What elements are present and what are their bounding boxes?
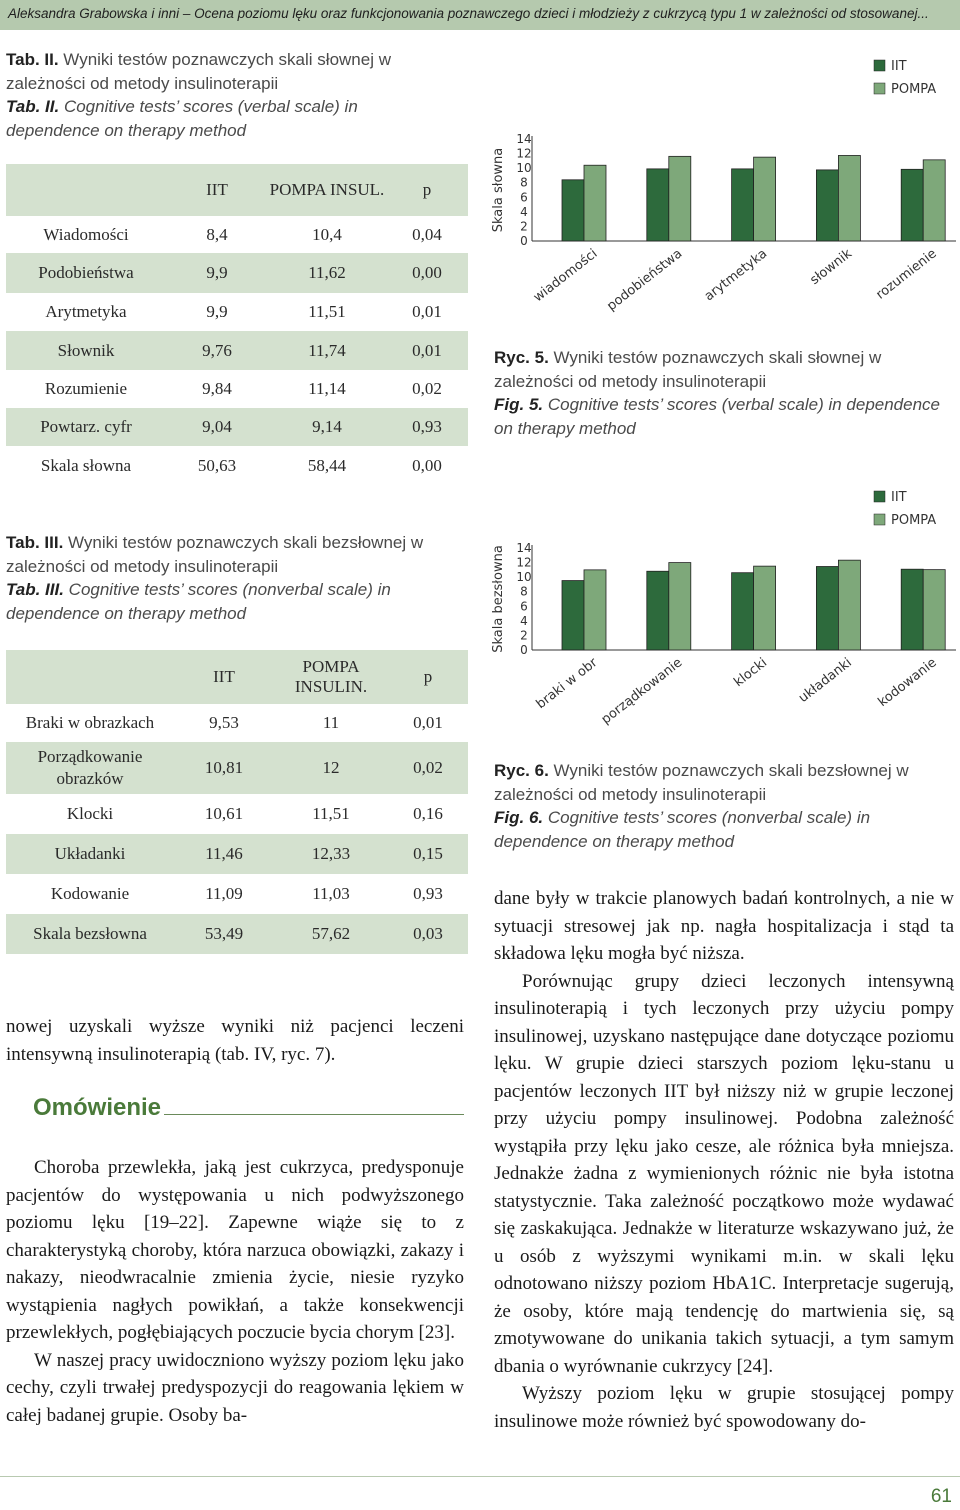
row-label: Braki w obrazkach	[6, 704, 174, 742]
table2-caption-pl-label: Tab. II.	[6, 50, 59, 69]
row-label: Słownik	[6, 331, 166, 370]
bar-pompa	[923, 570, 945, 650]
running-header	[0, 0, 960, 30]
table3-caption-en	[6, 578, 446, 625]
bar-pompa	[669, 563, 691, 650]
section-title: Omówienie	[33, 1094, 162, 1121]
table-row	[6, 253, 468, 293]
bar-pompa	[838, 560, 860, 650]
header-pompa: POMPA INSUL.	[268, 164, 386, 216]
x-tick-label: kodowanie	[875, 655, 940, 711]
legend-swatch-pompa	[874, 514, 885, 525]
figure5-caption-pl-text: Wyniki testów poznawczych skali słownej w zależności od metody insulinoterapii	[494, 348, 882, 391]
bar-iit	[732, 169, 754, 241]
table2-caption-pl-text: Wyniki testów poznawczych skali słownej w zależności od metody insulinoterapii	[6, 50, 391, 93]
cell-iit: 53,49	[174, 914, 274, 954]
footer-rule	[0, 1476, 960, 1477]
table-nonverbal-scale	[6, 650, 468, 954]
cell-p: 0,04	[386, 216, 468, 253]
y-tick-label: 14	[516, 132, 532, 146]
y-tick-label: 4	[520, 204, 528, 219]
figure6-caption-pl-label: Ryc. 6.	[494, 761, 549, 780]
figure5-caption-en-text: Cognitive tests’ scores (verbal scale) in dependence on therapy method	[494, 395, 941, 438]
paragraph: W naszej pracy uwidoczniono wyższy poziom lęku jako cechy, czyli trwałej predyspozycji do reagowania lękiem w całej badanej grupie. Osoby ba-	[6, 1349, 464, 1426]
cell-pompa: 11,14	[268, 370, 386, 408]
figure6-caption-pl-text: Wyniki testów poznawczych skali bezsłownej w zależności od metody insulinoterapii	[494, 761, 909, 804]
row-label: Podobieństwa	[6, 253, 166, 293]
y-tick-label: 6	[520, 190, 528, 205]
table2-caption-en-text: Cognitive tests’ scores (verbal scale) in dependence on therapy method	[6, 97, 358, 140]
cell-pompa: 12	[274, 742, 388, 794]
x-tick-label: rozumienie	[873, 246, 940, 303]
row-label: Wiadomości	[6, 216, 166, 253]
legend-swatch-iit	[874, 60, 885, 71]
cell-p: 0,01	[388, 704, 468, 742]
x-tick-label: wiadomości	[530, 246, 601, 306]
cell-p: 0,93	[386, 408, 468, 446]
cell-iit: 9,04	[166, 408, 268, 446]
cell-p: 0,02	[386, 370, 468, 408]
cell-pompa: 11,51	[268, 293, 386, 331]
page-number: 61	[930, 1486, 952, 1507]
table-row	[6, 874, 468, 914]
header-empty-cell	[6, 650, 174, 704]
bar-pompa	[923, 160, 945, 241]
figure6-caption-pl	[494, 759, 956, 806]
table3-caption	[6, 531, 446, 625]
x-tick-label: podobieństwa	[604, 246, 686, 315]
figure6-caption-en-label: Fig. 6.	[494, 808, 544, 827]
y-tick-label: 10	[516, 570, 532, 585]
x-tick-label: braki w obr	[533, 655, 601, 713]
y-tick-label: 14	[516, 541, 532, 555]
row-label: Rozumienie	[6, 370, 166, 408]
cell-pompa: 11,03	[274, 874, 388, 914]
cell-iit: 11,09	[174, 874, 274, 914]
y-tick-label: 2	[520, 219, 528, 234]
y-tick-label: 12	[516, 555, 532, 570]
section-title-rule	[164, 1114, 464, 1115]
x-tick-label: klocki	[731, 655, 771, 691]
table-row	[6, 293, 468, 331]
bar-pompa	[669, 156, 691, 241]
legend-label-iit: IIT	[891, 59, 907, 74]
bar-iit	[901, 569, 923, 650]
cell-p: 0,93	[388, 874, 468, 914]
table-row	[6, 742, 468, 794]
table-row	[6, 370, 468, 408]
figure5-caption-pl	[494, 346, 956, 393]
cell-p: 0,00	[386, 446, 468, 486]
x-tick-label: arytmetyka	[701, 246, 771, 305]
figure5-caption	[494, 346, 956, 440]
chart-verbal-scale	[486, 50, 960, 328]
bar-iit	[816, 170, 838, 241]
cell-iit: 8,4	[166, 216, 268, 253]
legend-label-pompa: POMPA	[891, 513, 937, 528]
cell-pompa: 10,4	[268, 216, 386, 253]
chart-nonverbal-scale	[486, 478, 960, 740]
paragraph: Choroba przewlekła, jaką jest cukrzyca, predysponuje pacjentów do występowania u nich podwyższonego poziomu lęku [19–22]. Zapewne wiąże się to z charakterystyką choroby, która narzuca obowiązki, zakazy i nakazy, nieodwracalnie zmienia życie, niesie ryzyko wystąpienia nagłych powikłań, a także konsekwencji przewlekłych, pogłębiających poczucie bycia chorym [23].	[6, 1157, 464, 1343]
paragraph: Wyższy poziom lęku w grupie stosującej pompy insulinowe może również być spowodowany do-	[494, 1383, 954, 1432]
y-tick-label: 8	[520, 584, 528, 599]
cell-p: 0,03	[388, 914, 468, 954]
bar-pompa	[584, 570, 606, 650]
cell-iit: 10,81	[174, 742, 274, 794]
cell-pompa: 12,33	[274, 834, 388, 874]
paragraph: Porównując grupy dzieci leczonych intensywną insulinoterapią i tych leczonych przy użyciu pompy insulinowej, uzyskano następujące dane dotyczące poziomu lęku. W grupie dzieci starszych poziom lęku-stanu u pacjentów leczonych IIT był niższy niż w grupie leczonej przy użyciu pompy insulinowej. Podobna zależność wystąpiła przy lęku jako cesze, ale różnica była mniejsza. Jednakże żadna z wymienionych różnic nie była istotna statystycznie. Taka zależność początkowo może wydawać się zaskakująca. Jednakże w literaturze wskazywano już, że u osób z wyższymi wynikami m.in. w skali lęku odnotowano niższy poziom HbA1C. Interpretacje sugerują, że osoby, które mają tendencję do martwienia się, są zmotywowane do unikania takich sytuacji, a tym samym dbania o wyrównanie cukrzycy [24].	[494, 970, 954, 1377]
table-row	[6, 794, 468, 834]
row-label: Powtarz. cyfr	[6, 408, 166, 446]
row-label: Klocki	[6, 794, 174, 834]
paragraph: dane były w trakcie planowych badań kontrolnych, a nie w sytuacji stresowej jak np. nagła hospitalizacja i stąd ta składowa lęku mogła być niższa.	[494, 888, 954, 964]
y-tick-label: 8	[520, 175, 528, 190]
cell-pompa: 11,74	[268, 331, 386, 370]
figure5-caption-en	[494, 393, 956, 440]
figure5-caption-en-label: Fig. 5.	[494, 395, 544, 414]
header-empty-cell	[6, 164, 166, 216]
running-title: Aleksandra Grabowska i inni – Ocena poziomu lęku oraz funkcjonowania poznawczego dzieci i młodzieży z cukrzycą typu 1 w zależności od stosowanej...	[8, 6, 929, 21]
cell-iit: 9,53	[174, 704, 274, 742]
bar-pompa	[838, 155, 860, 241]
header-iit: IIT	[166, 164, 268, 216]
legend-swatch-pompa	[874, 83, 885, 94]
table-row	[6, 914, 468, 954]
bar-pompa	[754, 157, 776, 241]
cell-pompa: 11	[274, 704, 388, 742]
cell-iit: 9,9	[166, 253, 268, 293]
table3-caption-en-text: Cognitive tests’ scores (nonverbal scale) in dependence on therapy method	[6, 580, 391, 623]
cell-pompa: 57,62	[274, 914, 388, 954]
figure6-caption	[494, 759, 956, 853]
cell-iit: 9,76	[166, 331, 268, 370]
cell-iit: 10,61	[174, 794, 274, 834]
table-verbal-scale	[6, 164, 468, 486]
cell-pompa: 58,44	[268, 446, 386, 486]
y-tick-label: 0	[520, 234, 528, 248]
bar-iit	[732, 573, 754, 650]
bar-iit	[901, 169, 923, 241]
row-label: Układanki	[6, 834, 174, 874]
cell-iit: 9,9	[166, 293, 268, 331]
table2-caption-pl	[6, 48, 446, 95]
cell-pompa: 9,14	[268, 408, 386, 446]
legend-label-pompa: POMPA	[891, 82, 937, 97]
table-row	[6, 834, 468, 874]
cell-pompa: 11,51	[274, 794, 388, 834]
figure6-caption-en	[494, 806, 956, 853]
bar-pompa	[754, 566, 776, 650]
table-row	[6, 216, 468, 253]
table2-caption	[6, 48, 446, 142]
bar-iit	[647, 169, 669, 241]
cell-pompa: 11,62	[268, 253, 386, 293]
cell-p: 0,16	[388, 794, 468, 834]
figure6-caption-en-text: Cognitive tests’ scores (nonverbal scale) in dependence on therapy method	[494, 808, 871, 851]
header-p: p	[386, 164, 468, 216]
cell-iit: 9,84	[166, 370, 268, 408]
x-tick-label: słownik	[807, 246, 855, 288]
cell-iit: 50,63	[166, 446, 268, 486]
table-row	[6, 446, 468, 486]
table-row	[6, 704, 468, 742]
row-label: Kodowanie	[6, 874, 174, 914]
bar-iit	[816, 567, 838, 650]
left-column-intro	[6, 1013, 464, 1068]
paragraph: nowej uzyskali wyższe wyniki niż pacjenci leczeni intensywną insulinoterapią (tab. IV, ryc. 7).	[6, 1016, 464, 1065]
y-tick-label: 12	[516, 146, 532, 161]
table-row	[6, 331, 468, 370]
header-p: p	[388, 650, 468, 704]
cell-p: 0,00	[386, 253, 468, 293]
table3-caption-en-label: Tab. III.	[6, 580, 64, 599]
bar-iit	[562, 180, 584, 241]
x-tick-label: porządkowanie	[598, 655, 686, 728]
y-tick-label: 0	[520, 643, 528, 657]
legend-label-iit: IIT	[891, 490, 907, 505]
y-tick-label: 6	[520, 599, 528, 614]
cell-p: 0,01	[386, 331, 468, 370]
table3-caption-pl-text: Wyniki testów poznawczych skali bezsłownej w zależności od metody insulinoterapii	[6, 533, 424, 576]
table-row	[6, 408, 468, 446]
y-axis-label: Skala słowna	[491, 147, 506, 233]
row-label: Skala bezsłowna	[6, 914, 174, 954]
table3-caption-pl	[6, 531, 446, 578]
table2-caption-en	[6, 95, 446, 142]
table-header-row	[6, 164, 468, 216]
figure5-caption-pl-label: Ryc. 5.	[494, 348, 549, 367]
x-tick-label: układanki	[795, 655, 855, 706]
cell-p: 0,01	[386, 293, 468, 331]
right-column-text	[494, 885, 954, 1435]
bar-iit	[647, 571, 669, 650]
table-header-row	[6, 650, 468, 704]
y-axis-label: Skala bezsłowna	[491, 545, 506, 653]
legend-swatch-iit	[874, 491, 885, 502]
bar-iit	[562, 581, 584, 650]
row-label: Porządkowanie obrazków	[6, 742, 174, 794]
bar-pompa	[584, 165, 606, 241]
table3-caption-pl-label: Tab. III.	[6, 533, 64, 552]
table2-caption-en-label: Tab. II.	[6, 97, 60, 116]
row-label: Arytmetyka	[6, 293, 166, 331]
cell-p: 0,02	[388, 742, 468, 794]
cell-iit: 11,46	[174, 834, 274, 874]
header-pompa: POMPA INSULIN.	[274, 650, 388, 704]
header-iit: IIT	[174, 650, 274, 704]
left-column-discussion	[6, 1154, 464, 1429]
row-label: Skala słowna	[6, 446, 166, 486]
cell-p: 0,15	[388, 834, 468, 874]
y-tick-label: 10	[516, 161, 532, 176]
y-tick-label: 4	[520, 613, 528, 628]
y-tick-label: 2	[520, 628, 528, 643]
